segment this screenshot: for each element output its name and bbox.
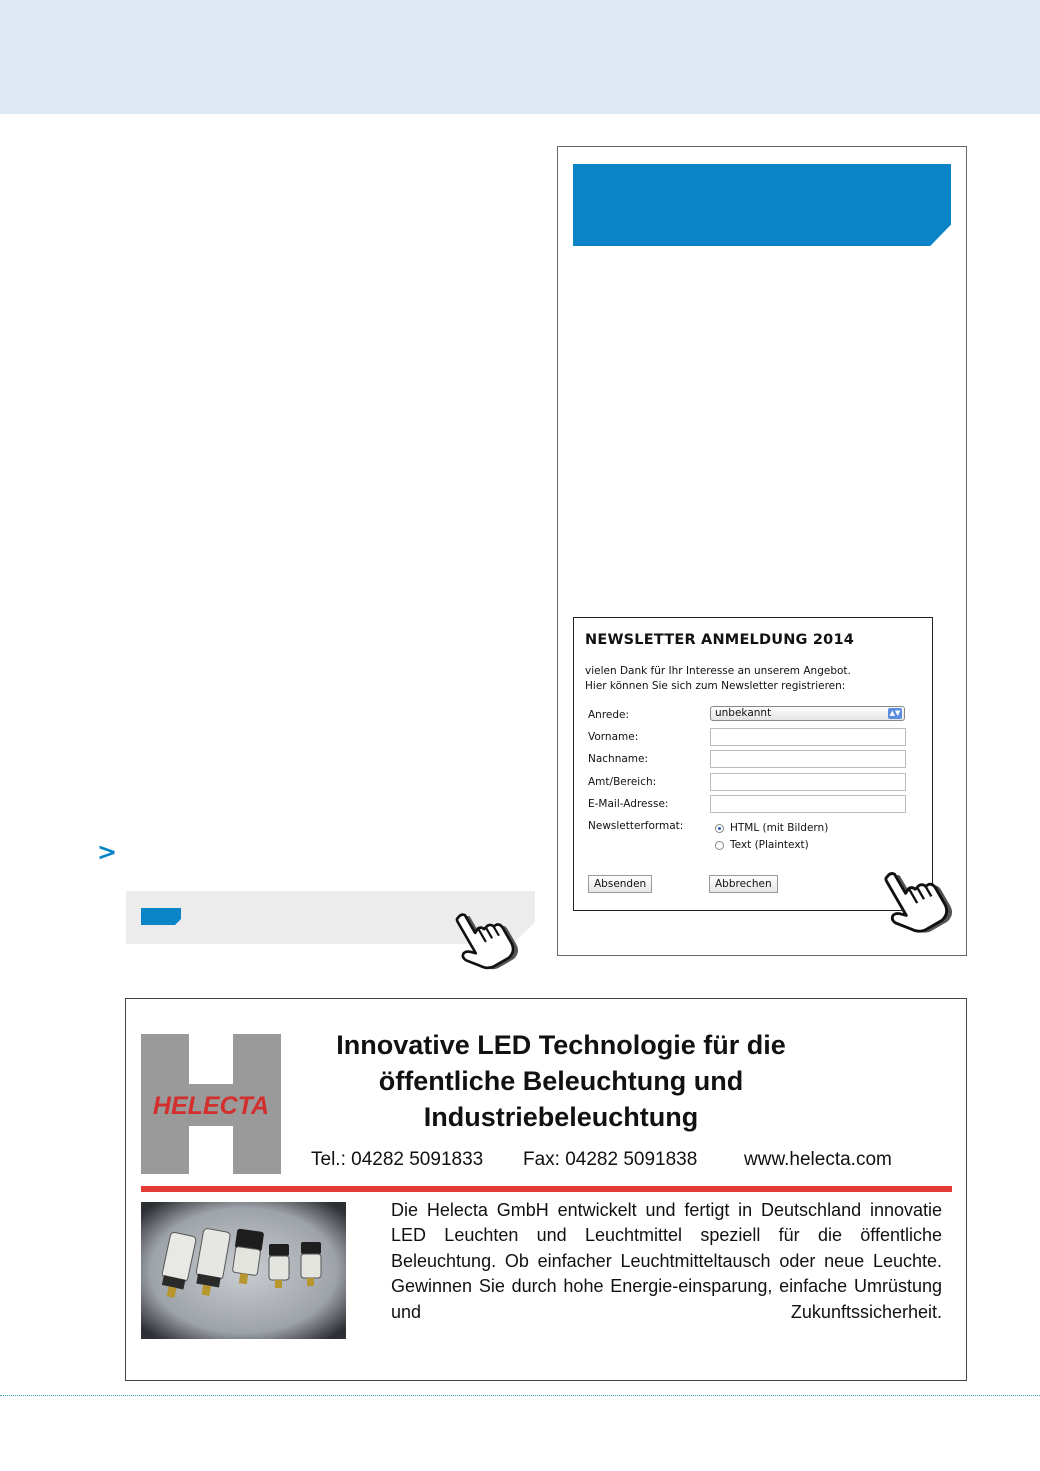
helecta-advertisement [125, 998, 967, 1381]
pointing-hand-icon [446, 904, 518, 976]
ad-body-text: Die Helecta GmbH entwickelt und fertigt in Deutschland innovatie LED Leuchten und Leuchtmittel speziell für die öffentliche Beleuchtung. Ob einfacher Leuchtmitteltausch oder neue Leuchte. Gewinnen Sie durch hohe Energie-einsparung, einfache Umrüstung und Zukunftssicherheit. [391, 1200, 942, 1322]
header-band [0, 0, 1040, 114]
amt-input[interactable] [710, 773, 906, 791]
nachname-input[interactable] [710, 750, 906, 768]
headline-line-3: Industriebeleuchtung [423, 1102, 699, 1132]
ad-divider [141, 1186, 952, 1192]
helecta-logo [141, 1034, 281, 1174]
format-radio-text[interactable] [715, 841, 724, 850]
chevron-right-icon: > [97, 838, 118, 866]
led-lamps-photo [141, 1202, 346, 1339]
select-arrows-icon: ▲▼ [889, 709, 901, 717]
panel-header-bar [573, 164, 951, 246]
ad-website: www.helecta.com [744, 1149, 892, 1170]
amt-label: Amt/Bereich: [588, 776, 657, 788]
anrede-select[interactable] [710, 706, 905, 721]
format-option-text: Text (Plaintext) [730, 839, 809, 851]
cancel-button[interactable]: Abbrechen [709, 875, 778, 893]
logo-text: HELECTA [152, 1092, 270, 1120]
submit-button[interactable]: Absenden [588, 875, 652, 893]
headline-line-1: Innovative LED Technologie für die [336, 1030, 786, 1060]
format-label: Newsletterformat: [588, 820, 684, 832]
headline-line-2: öffentliche Beleuchtung und [378, 1066, 744, 1096]
format-radio-html[interactable] [715, 824, 724, 833]
nachname-label: Nachname: [588, 753, 649, 765]
intro-line-1: vielen Dank für Ihr Interesse an unserem Angebot. [585, 665, 851, 677]
newsletter-panel [557, 146, 967, 956]
newsletter-intro [585, 664, 851, 694]
ad-tel: Tel.: 04282 5091833 [311, 1149, 484, 1170]
email-input[interactable] [710, 795, 906, 813]
ad-fax: Fax: 04282 5091838 [523, 1149, 698, 1170]
newsletter-title: NEWSLETTER ANMELDUNG 2014 [585, 632, 855, 648]
anrede-select-value: unbekannt [715, 707, 772, 719]
ad-headline [306, 1027, 816, 1135]
vorname-label: Vorname: [588, 731, 639, 743]
footer-dotted-rule [0, 1395, 1040, 1396]
pointing-hand-icon [874, 862, 952, 940]
email-label: E-Mail-Adresse: [588, 798, 669, 810]
blue-tab-marker [141, 908, 181, 925]
anrede-label: Anrede: [588, 709, 630, 721]
vorname-input[interactable] [710, 728, 906, 746]
intro-line-2: Hier können Sie sich zum Newsletter registrieren: [585, 680, 846, 692]
format-option-html: HTML (mit Bildern) [730, 822, 829, 834]
